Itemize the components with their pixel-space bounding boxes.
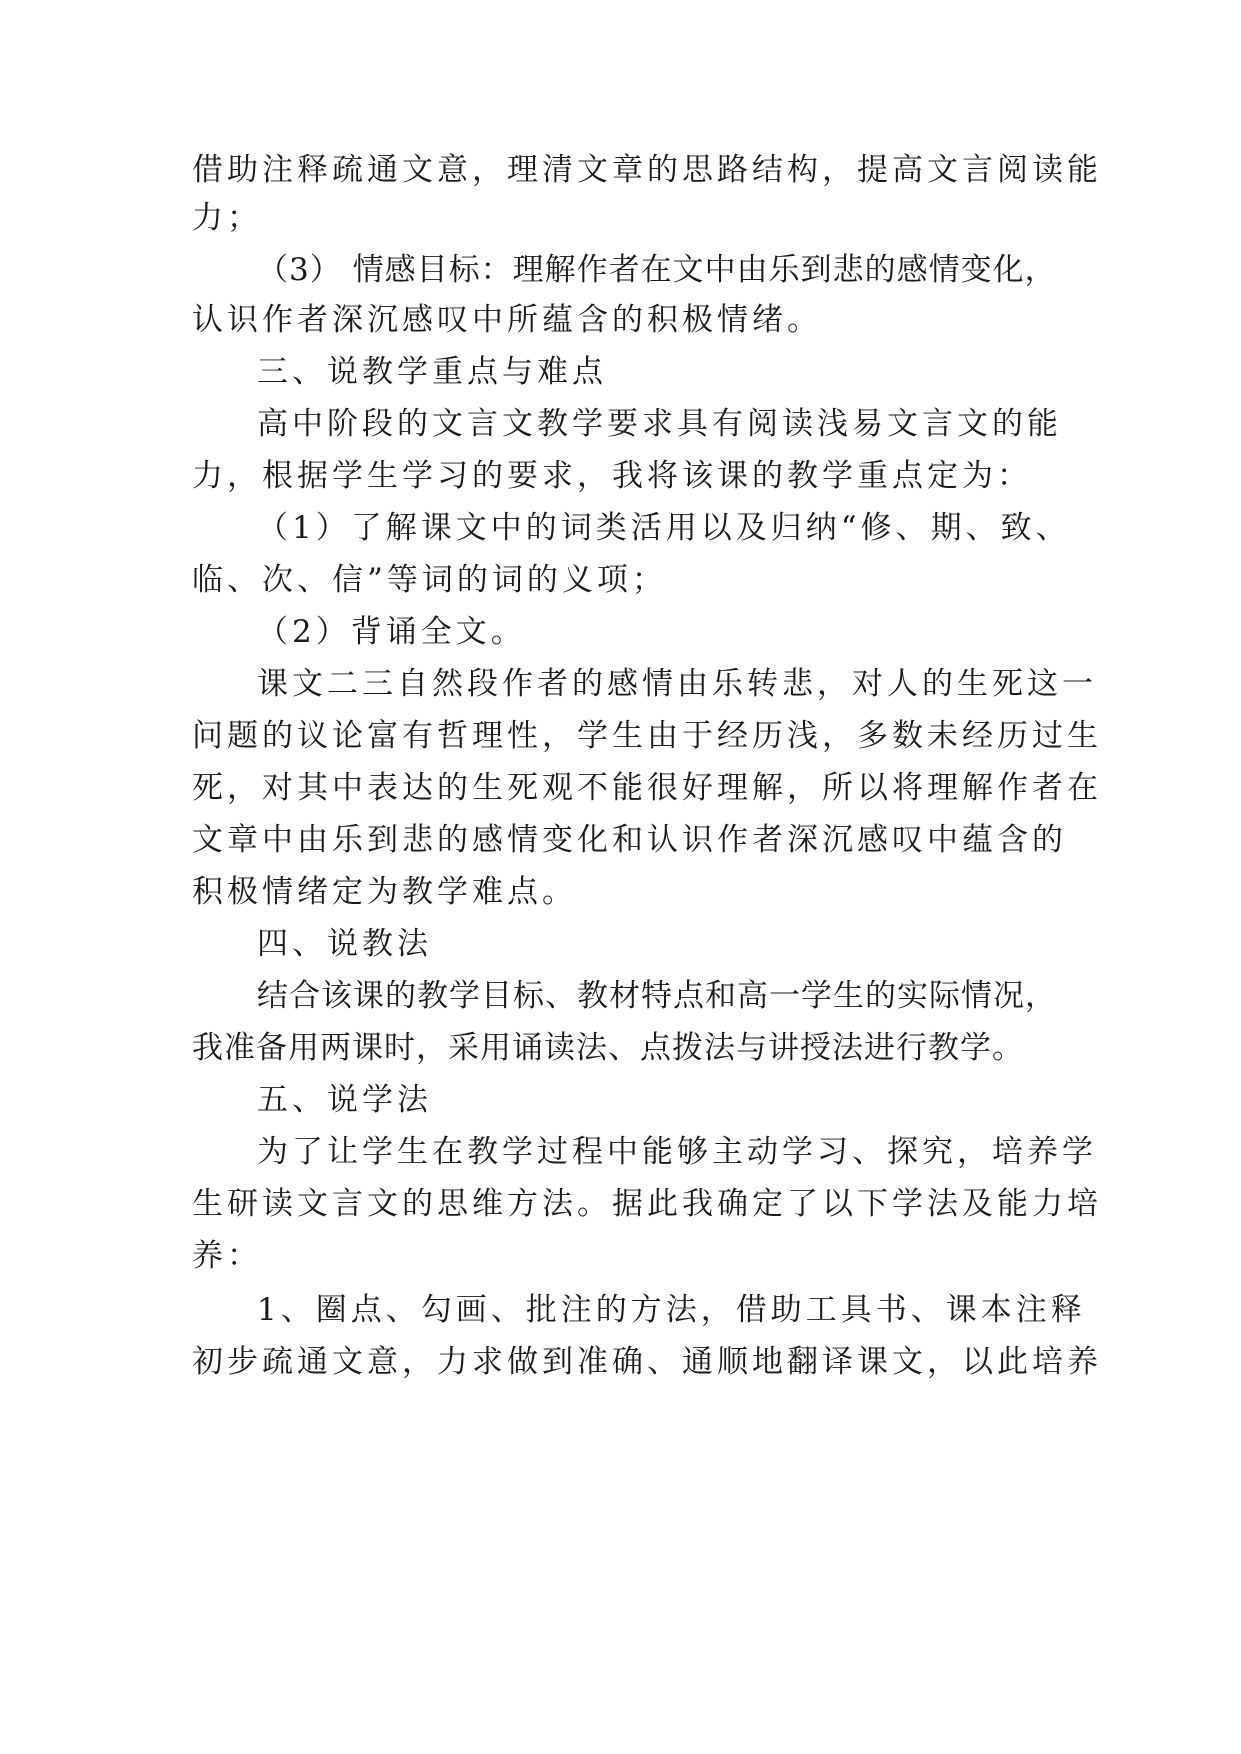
section-heading-5: 五、说学法 bbox=[257, 1082, 432, 1118]
text-line-1: 借助注释疏通文意，理清文章的思路结构，提高文言阅读能 bbox=[192, 152, 1102, 188]
text-line-15: 积极情绪定为教学难点。 bbox=[192, 874, 577, 910]
text-line-10: （2）背诵全文。 bbox=[257, 614, 526, 650]
text-line-23: 1、圈点、勾画、批注的方法，借助工具书、课本注释 bbox=[257, 1292, 1086, 1328]
text-line-20: 为了让学生在教学过程中能够主动学习、探究，培养学 bbox=[257, 1134, 1097, 1170]
text-line-6: 高中阶段的文言文教学要求具有阅读浅易文言文的能 bbox=[257, 406, 1062, 442]
text-line-14: 文章中由乐到悲的感情变化和认识作者深沉感叹中蕴含的 bbox=[192, 822, 1067, 858]
text-line-18: 我准备用两课时，采用诵读法、点拨法与讲授法进行教学。 bbox=[192, 1030, 1024, 1066]
text-line-2: 力； bbox=[192, 200, 262, 236]
text-line-21: 生研读文言文的思维方法。据此我确定了以下学法及能力培 bbox=[192, 1186, 1102, 1222]
text-line-24: 初步疏通文意，力求做到准确、通顺地翻译课文，以此培养 bbox=[192, 1344, 1102, 1380]
text-line-11: 课文二三自然段作者的感情由乐转悲，对人的生死这一 bbox=[257, 666, 1097, 702]
section-heading-4: 四、说教法 bbox=[257, 926, 432, 962]
text-line-3: （3） 情感目标：理解作者在文中由乐到悲的感情变化， bbox=[257, 252, 1057, 288]
text-line-7: 力，根据学生学习的要求，我将该课的教学重点定为： bbox=[192, 458, 1032, 494]
text-line-8: （1）了解课文中的词类活用以及归纳“修、期、致、 bbox=[257, 510, 1071, 546]
text-line-9: 临、次、信”等词的词的义项； bbox=[192, 562, 667, 598]
text-line-22: 养： bbox=[192, 1238, 262, 1274]
text-line-4: 认识作者深沉感叹中所蕴含的积极情绪。 bbox=[192, 302, 822, 338]
text-line-13: 死，对其中表达的生死观不能很好理解，所以将理解作者在 bbox=[192, 770, 1102, 806]
text-line-17: 结合该课的教学目标、教材特点和高一学生的实际情况， bbox=[257, 978, 1057, 1014]
section-heading-3: 三、说教学重点与难点 bbox=[257, 354, 607, 390]
text-line-12: 问题的议论富有哲理性，学生由于经历浅，多数未经历过生 bbox=[192, 718, 1102, 754]
